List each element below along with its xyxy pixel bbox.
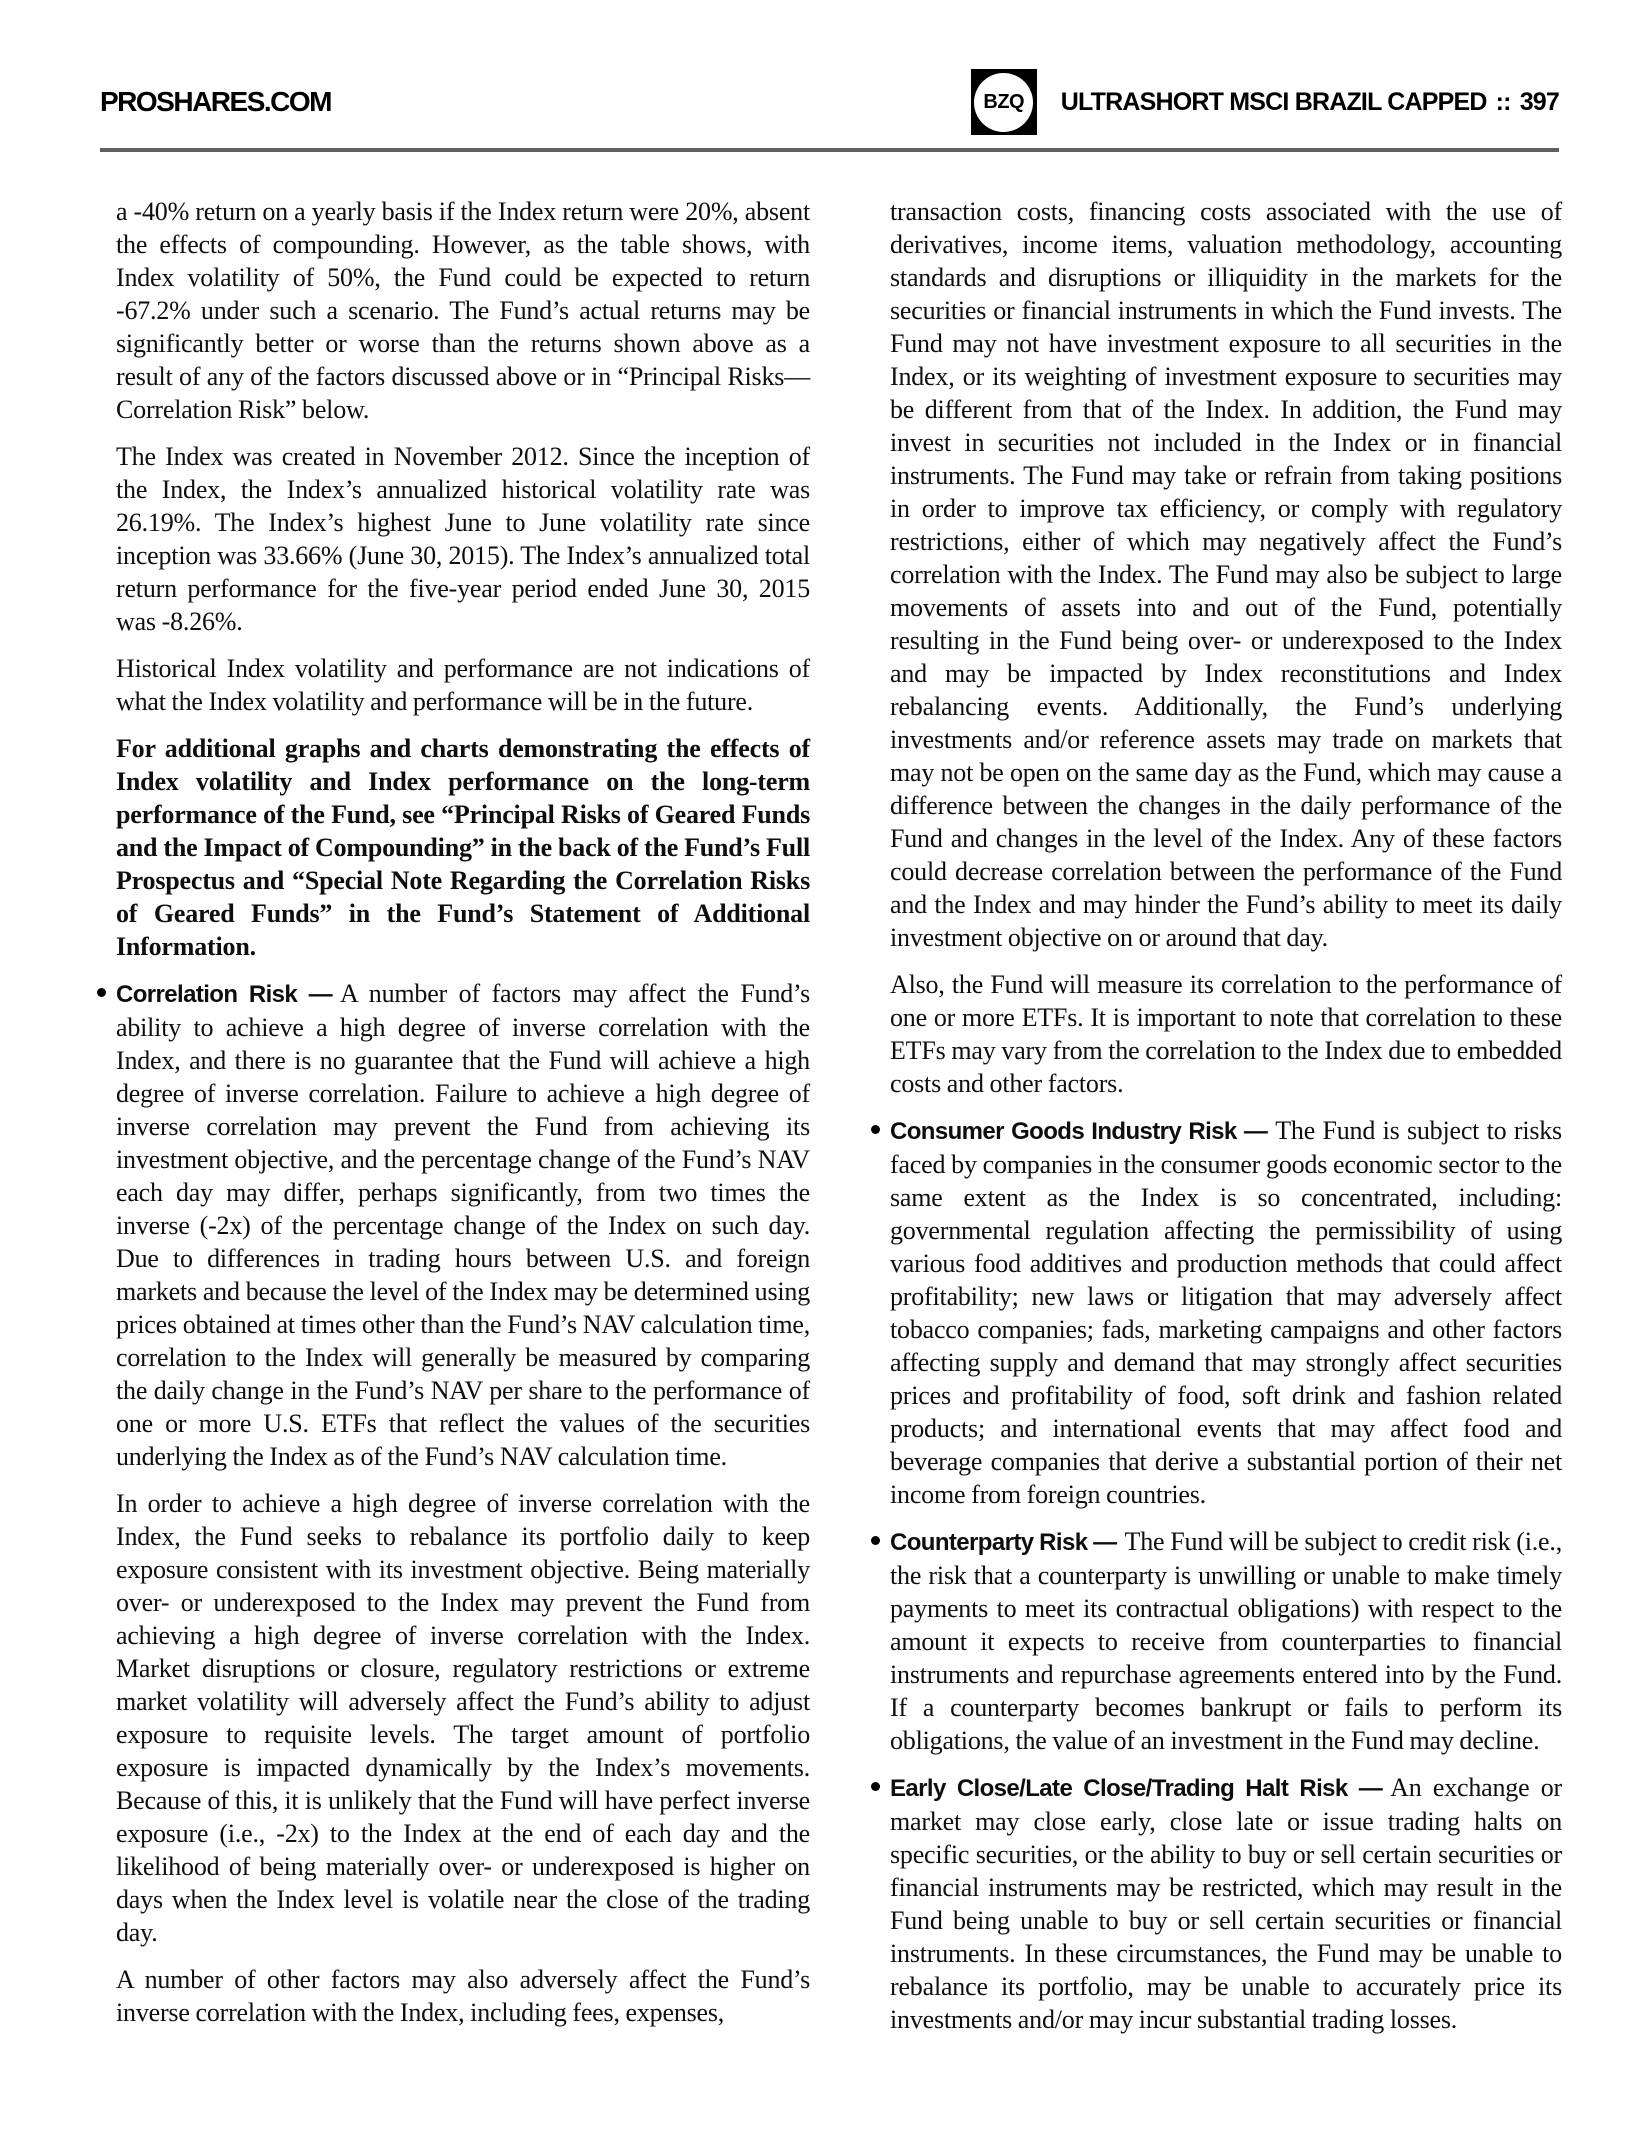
bullet-icon — [97, 988, 106, 997]
risk-item-correlation — [116, 977, 810, 1473]
risk-text: The Fund is subject to risks faced by companies in the consumer goods economic sector to the same extent as the Index is so concentrated, including: governmental regulation affecting the permissibility of using various food additives and production methods that could affect profitability; new laws or litigation that may adversely affect tobacco companies; fads, marketing campaigns and other factors affecting supply and demand that may strongly affect securities prices and profitability of food, soft drink and fashion related products; and international events that may affect food and beverage companies that derive a substantial portion of their net income from foreign countries. — [890, 1116, 1562, 1509]
bullet-icon — [871, 1125, 880, 1134]
paragraph-historical-note: Historical Index volatility and performance are not indications of what the Index volatility and performance will be in the future. — [116, 654, 810, 716]
risk-text: The Fund will be subject to credit risk (i.e., the risk that a counterparty is unwilling or unable to make timely payments to meet its contractual obligations) with respect to the amount it expects to receive from counterparties to financial instruments and repurchase agreements entered into by the Fund. If a counterparty becomes bankrupt or fails to perform its obligations, the value of an investment in the Fund may decline. — [890, 1527, 1563, 1755]
risk-item-early-close — [890, 1771, 1562, 2036]
fund-name: ULTRASHORT MSCI BRAZIL CAPPED — [1060, 87, 1487, 116]
risk-heading: Early Close/Late Close/Trading Halt Risk — — [890, 1775, 1383, 1802]
risk-text: A number of factors may affect the Fund’s ability to achieve a high degree of inverse correlation with the Index, and there is no guarantee that the Fund will achieve a high degree of inverse correlation. Failure to achieve a high degree of inverse correlation may prevent the Fund from achieving its investment objective, and the percentage change of the Fund’s NAV each day may differ, perhaps significantly, from two times the inverse (-2x) of the percentage change of the Index on such day. Due to differences in trading hours between U.S. and foreign markets and because the level of the Index may be determined using prices obtained at times other than the Fund’s NAV calculation time, correlation to the Index will generally be measured by comparing the daily change in the Fund’s NAV per share to the performance of one or more U.S. ETFs that reflect the values of the securities underlying the Index as of the Fund’s NAV calculation time. — [116, 979, 811, 1471]
risk-heading: Counterparty Risk — — [890, 1529, 1117, 1556]
risk-heading: Correlation Risk — — [116, 981, 332, 1008]
bullet-icon — [871, 1782, 880, 1791]
right-column — [890, 195, 1562, 2036]
ticker-badge-icon — [971, 69, 1037, 135]
paragraph-other-factors: A number of other factors may also adversely affect the Fund’s inverse correlation with the Index, including fees, expenses, — [116, 1965, 810, 2027]
header-rule — [100, 148, 1559, 152]
bullet-icon — [871, 1536, 880, 1545]
paragraph-index-history: The Index was created in November 2012. Since the inception of the Index, the Index’s annualized historical volatility rate was 26.19%. The Index’s highest June to June volatility rate since inception was 33.66% (June 30, 2015). The Index’s annualized total return performance for the five-year period ended June 30, 2015 was -8.26%. — [116, 442, 810, 636]
ticker-badge-circle — [974, 73, 1033, 132]
page-header-right — [971, 69, 1559, 135]
ticker-label: BZQ — [983, 90, 1025, 113]
paragraph-rebalance: In order to achieve a high degree of inverse correlation with the Index, the Fund seeks to rebalance its portfolio daily to keep exposure consistent with its investment objective. Being materially over- or underexposed to the Index may prevent the Fund from achieving a high degree of inverse correlation with the Index. Market disruptions or closure, regulatory restrictions or extreme market volatility will adversely affect the Fund’s ability to adjust exposure to requisite levels. The target amount of portfolio exposure is impacted dynamically by the Index’s movements. Because of this, it is unlikely that the Fund will have perfect inverse exposure (i.e., -2x) to the Index at the end of each day and the likelihood of being materially over- or underexposed is higher on days when the Index level is volatile near the close of the trading day. — [116, 1489, 810, 1947]
paragraph-correlation-continuation: transaction costs, financing costs associated with the use of derivatives, income items, valuation methodology, accounting standards and disruptions or illiquidity in the markets for the securities or financial instruments in which the Fund invests. The Fund may not have investment exposure to all securities in the Index, or its weighting of investment exposure to securities may be different from that of the Index. In addition, the Fund may invest in securities not included in the Index or in financial instruments. The Fund may take or refrain from taking positions in order to improve tax efficiency, or comply with regulatory restrictions, either of which may negatively affect the Fund’s correlation with the Index. The Fund may also be subject to large movements of assets into and out of the Fund, potentially resulting in the Fund being over- or underexposed to the Index and may be impacted by Index reconstitutions and Index rebalancing events. Additionally, the Fund’s underlying investments and/or reference assets may trade on markets that may not be open on the same day as the Fund, which may cause a difference between the changes in the daily performance of the Fund and changes in the level of the Index. Any of these factors could decrease correlation between the performance of the Fund and the Index and may hinder the Fund’s ability to meet its daily investment objective on or around that day. — [890, 197, 1562, 952]
paragraph-etf-correlation: Also, the Fund will measure its correlation to the performance of one or more ETFs. It is important to note that correlation to these ETFs may vary from the correlation to the Index due to embedded costs and other factors. — [890, 970, 1562, 1098]
risk-item-counterparty — [890, 1525, 1562, 1757]
paragraph-continuation: a -40% return on a yearly basis if the Index return were 20%, absent the effects of compounding. However, as the table shows, with Index volatility of 50%, the Fund could be expected to return -67.2% under such a scenario. The Fund’s actual returns may be significantly better or worse than the returns shown above as a result of any of the factors discussed above or in “Principal Risks—Correlation Risk” below. — [116, 197, 810, 424]
paragraph-additional-graphs-note: For additional graphs and charts demonstrating the effects of Index volatility and Index performance on the long-term performance of the Fund, see “Principal Risks of Geared Funds and the Impact of Compounding” in the back of the Fund’s Full Prospectus and “Special Note Regarding the Correlation Risks of Geared Funds” in the Fund’s Statement of Additional Information. — [116, 734, 810, 961]
fund-title — [1061, 88, 1559, 117]
risk-heading: Consumer Goods Industry Risk — — [890, 1118, 1268, 1145]
header-separator: :: — [1495, 87, 1511, 116]
site-name: PROSHARES.COM — [100, 86, 331, 117]
page-number: 397 — [1519, 87, 1559, 116]
left-column — [116, 195, 810, 2029]
risk-item-consumer-goods — [890, 1114, 1562, 1511]
risk-text: An exchange or market may close early, close late or issue trading halts on specific securities, or the ability to buy or sell certain securities or financial instruments may be restricted, which may result in the Fund being unable to buy or sell certain securities or financial instruments. In these circumstances, the Fund may be unable to rebalance its portfolio, may be unable to accurately price its investments and/or may incur substantial trading losses. — [890, 1773, 1563, 2034]
